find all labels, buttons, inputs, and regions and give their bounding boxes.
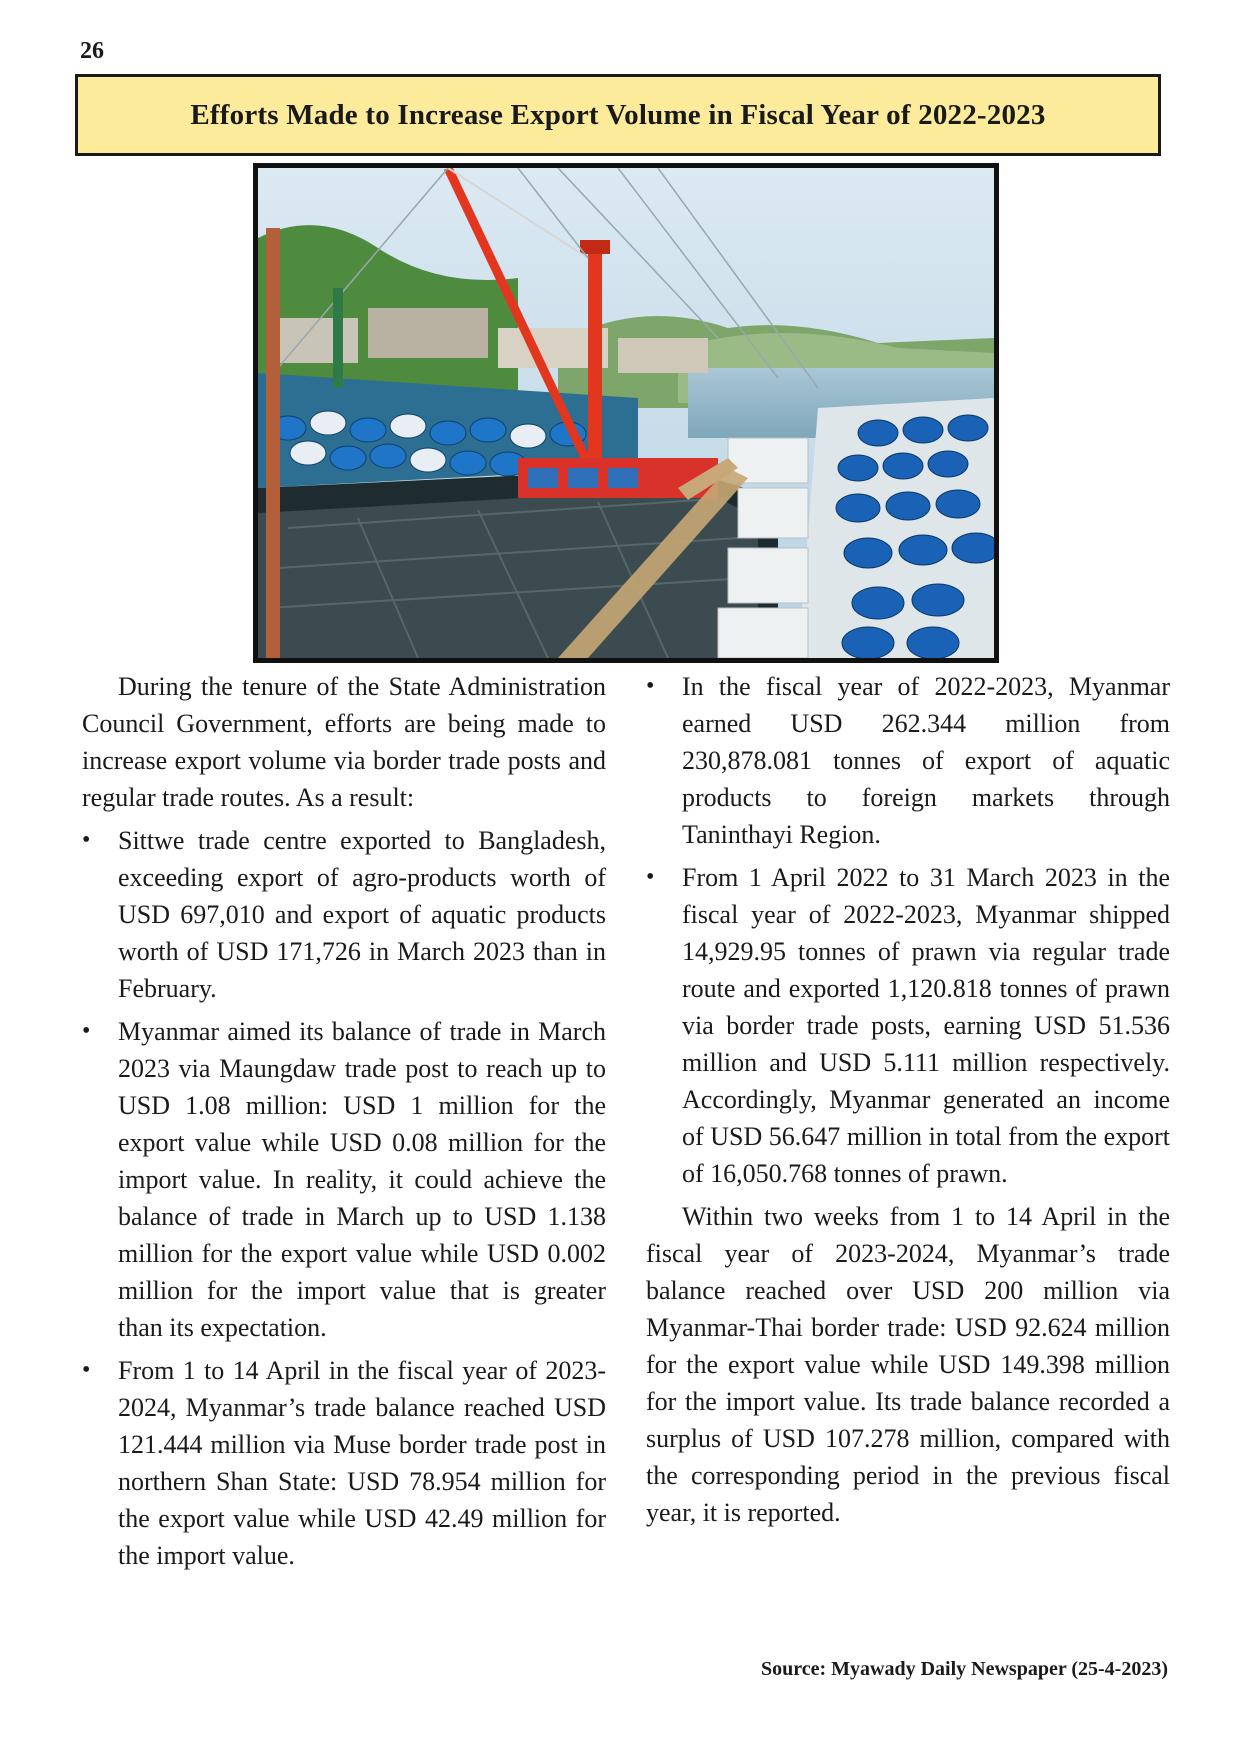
closing-paragraph: Within two weeks from 1 to 14 April in the fiscal year of 2023-2024, Myanmar’s trade balance reached over USD 200 million via Myanmar-Thai border trade: USD 92.624 million for the export value while USD 149.398 million for the import value. Its trade balance recorded a surplus of USD 107.278 million, compared with the corresponding period in the previous fiscal year, it is reported. <box>646 1202 1170 1527</box>
list-item: • In the fiscal year of 2022-2023, Myanmar earned USD 262.344 million from 230,878.081 tonnes of export of aquatic products to foreign markets through Taninthayi Region. <box>646 668 1170 853</box>
intro-paragraph: During the tenure of the State Administration Council Government, efforts are being made to increase export volume via border trade posts and regular trade routes. As a result: <box>82 672 606 812</box>
source-citation: Source: Myawady Daily Newspaper (25-4-2023) <box>760 1658 1168 1680</box>
title-banner <box>75 74 1161 156</box>
page-number: 26 <box>80 38 104 64</box>
right-bullet-list <box>646 668 1170 1192</box>
left-column <box>82 668 606 1580</box>
list-item: • From 1 to 14 April in the fiscal year of 2023-2024, Myanmar’s trade balance reached USD 121.444 million via Muse border trade post in northern Shan State: USD 78.954 million for the export value while USD 42.49 million for the import value. <box>82 1352 606 1574</box>
right-column <box>646 668 1170 1537</box>
harbor-illustration <box>258 168 994 658</box>
page-title: Efforts Made to Increase Export Volume in Fiscal Year of 2022-2023 <box>190 98 1046 131</box>
harbor-photo <box>253 163 999 663</box>
list-item: • Sittwe trade centre exported to Bangladesh, exceeding export of agro-products worth of USD 697,010 and export of aquatic products worth of USD 171,726 in March 2023 than in February. <box>82 822 606 1007</box>
list-item: • Myanmar aimed its balance of trade in March 2023 via Maungdaw trade post to reach up to USD 1.08 million: USD 1 million for the export value while USD 0.08 million for the import value. In reality, it could achieve the balance of trade in March up to USD 1.138 million for the export value while USD 0.002 million for the import value that is greater than its expectation. <box>82 1013 606 1346</box>
list-item: • From 1 April 2022 to 31 March 2023 in the fiscal year of 2022-2023, Myanmar shipped 14,929.95 tonnes of prawn via regular trade route and exported 1,120.818 tonnes of prawn via border trade posts, earning USD 51.536 million and USD 5.111 million respectively. Accordingly, Myanmar generated an income of USD 56.647 million in total from the export of 16,050.768 tonnes of prawn. <box>646 859 1170 1192</box>
left-bullet-list <box>82 822 606 1574</box>
